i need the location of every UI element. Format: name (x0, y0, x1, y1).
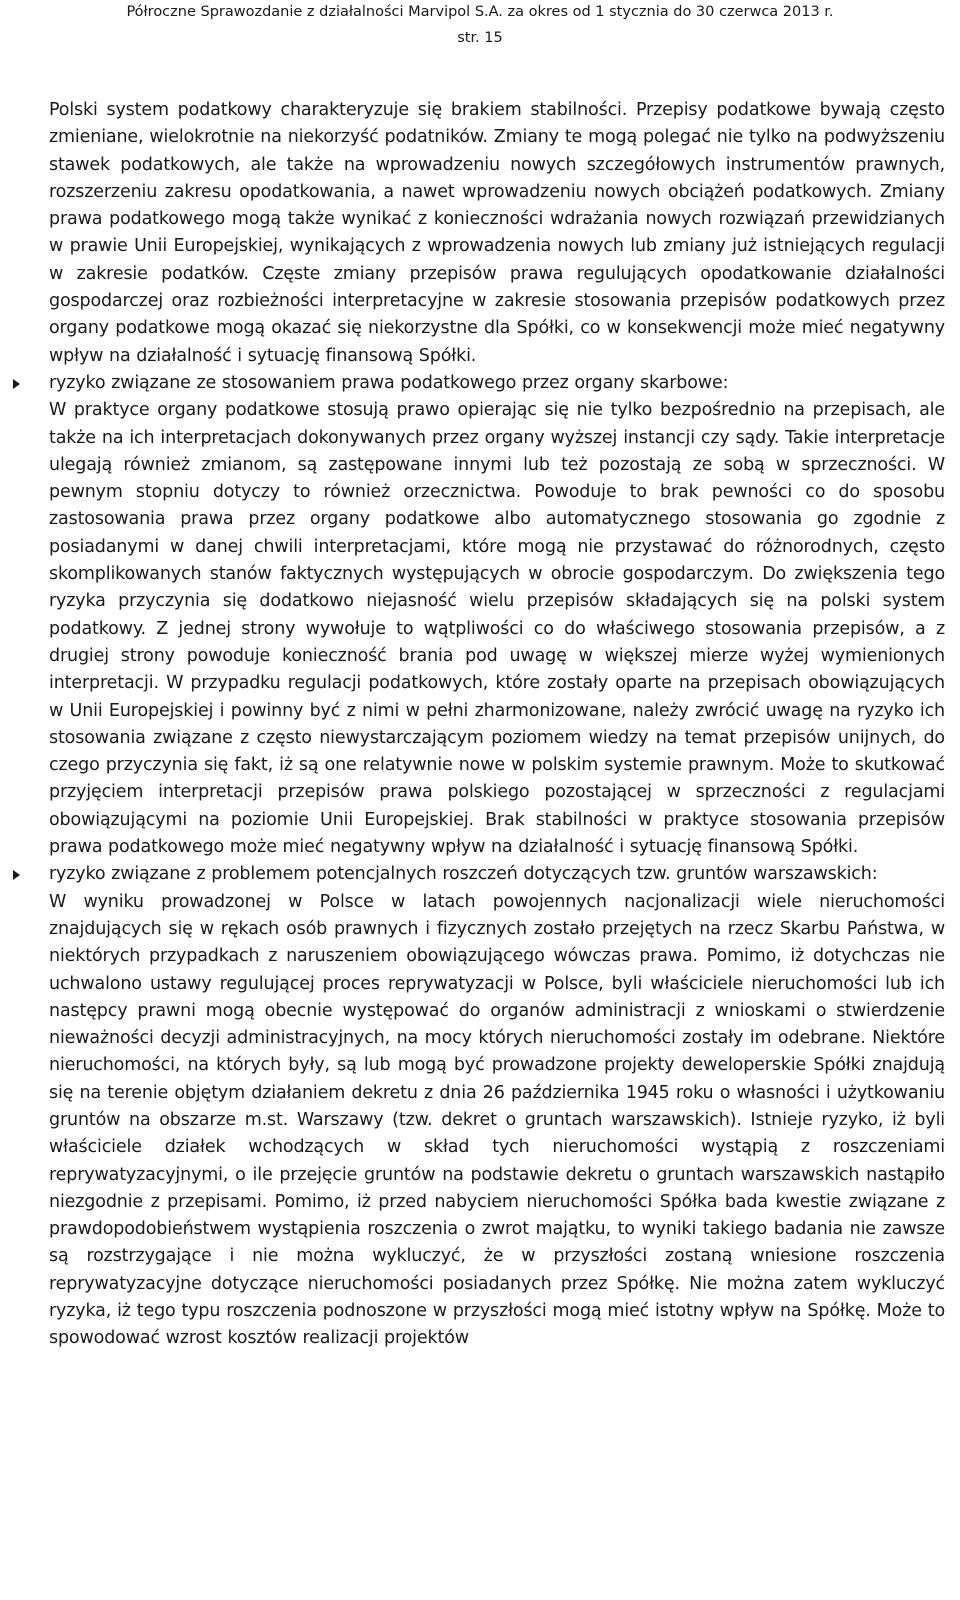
risk-item-tax-authorities (49, 370, 945, 861)
page-body (0, 97, 960, 1353)
risk-item-warsaw-land (49, 861, 945, 1352)
page-number: str. 15 (457, 30, 503, 46)
intro-paragraph: Polski system podatkowy charakteryzuje się brakiem stabilności. Przepisy podatkowe bywają często zmieniane, wielokrotnie na niekorzyść podatników. Zmiany te mogą polegać nie tylko na podwyższeniu stawek podatkowych, ale także na wprowadzeniu nowych szczegółowych instrumentów prawnych, rozszerzeniu zakresu opodatkowania, a nawet wprowadzeniu nowych obciążeń podatkowych. Zmiany prawa podatkowego mogą także wynikać z konieczności wdrażania nowych rozwiązań przewidzianych w prawie Unii Europejskiej, wynikających z wprowadzenia nowych lub zmiany już istniejących regulacji w zakresie podatków. Częste zmiany przepisów prawa regulujących opodatkowanie działalności gospodarczej oraz rozbieżności interpretacyjne w zakresie stosowania przepisów podatkowych przez organy podatkowe mogą okazać się niekorzystne dla Spółki, co w konsekwencji może mieć negatywny wpływ na działalność i sytuację finansową Spółki. (49, 100, 945, 366)
bullet-arrow-icon (13, 379, 20, 389)
risk-text: W wyniku prowadzonej w Polsce w latach powojennych nacjonalizacji wiele nieruchomości znajdujących się w rękach osób prawnych i fizycznych zostało przejętych na rzecz Skarbu Państwa, w niektórych przypadkach z naruszeniem obowiązującego wówczas prawa. Pomimo, iż dotychczas nie uchwalono ustawy regulującej proces reprywatyzacji w Polsce, byli właściciele nieruchomości lub ich następcy prawni mogą obecnie występować do organów administracji z wnioskami o stwierdzenie nieważności decyzji administracyjnych, na mocy których nieruchomości zostały im odebrane. Niektóre nieruchomości, na których były, są lub mogą być prowadzone projekty deweloperskie Spółki znajdują się na terenie objętym działaniem dekretu z dnia 26 października 1945 roku o własności i użytkowaniu gruntów na obszarze m.st. Warszawy (tzw. dekret o gruntach warszawskich). Istnieje ryzyko, iż byli właściciele działek wchodzących w skład tych nieruchomości wystąpią z roszczeniami reprywatyzacyjnymi, o ile przejęcie gruntów na podstawie dekretu o gruntach warszawskich nastąpiło niezgodnie z przepisami. Pomimo, iż przed nabyciem nieruchomości Spółka bada kwestie związane z prawdopodobieństwem wystąpienia roszczenia o zwrot majątku, to wyniki takiego badania nie zawsze są rozstrzygające i nie można wykluczyć, że w przyszłości zostaną wniesione roszczenia reprywatyzacyjne dotyczące nieruchomości posiadanych przez Spółkę. Nie można zatem wykluczyć ryzyka, iż tego typu roszczenia podnoszone w przyszłości mogą mieć istotny wpływ na Spółkę. Może to spowodować wzrost kosztów realizacji projektów (49, 891, 945, 1349)
risk-text: W praktyce organy podatkowe stosują prawo opierając się nie tylko bezpośrednio na przepisach, ale także na ich interpretacjach dokonywanych przez organy wyższej instancji czy sądy. Takie interpretacje ulegają również zmianom, są zastępowane innymi lub też pozostają ze sobą w sprzeczności. W pewnym stopniu dotyczy to również orzecznictwa. Powoduje to brak pewności co do sposobu zastosowania prawa przez organy podatkowe albo automatycznego stosowania go zgodnie z posiadanymi w danej chwili interpretacjami, które mogą nie przystawać do różnorodnych, często skomplikowanych stanów faktycznych występujących w obrocie gospodarczym. Do zwiększenia tego ryzyka przyczynia się dodatkowo niejasność wielu przepisów składających się na polski system podatkowy. Z jednej strony wywołuje to wątpliwości co do właściwego stosowania przepisów, a z drugiej strony powoduje konieczność brania pod uwagę w większej mierze wyżej wymienionych interpretacji. W przypadku regulacji podatkowych, które zostały oparte na przepisach obowiązujących w Unii Europejskiej i powinny być z nimi w pełni zharmonizowane, należy zwrócić uwagę na ryzyko ich stosowania związane z często niewystarczającym poziomem wiedzy na temat przepisów unijnych, do czego przyczynia się fakt, iż są one relatywnie nowe w polskim systemie prawnym. Może to skutkować przyjęciem interpretacji przepisów prawa polskiego pozostającej w sprzeczności z regulacjami obowiązującymi na poziomie Unii Europejskiej. Brak stabilności w praktyce stosowania przepisów prawa podatkowego może mieć negatywny wpływ na działalność i sytuację finansową Spółki. (49, 400, 945, 858)
risk-heading: ryzyko związane z problemem potencjalnych roszczeń dotyczących tzw. gruntów warszawskich: (49, 864, 878, 885)
running-header: Półroczne Sprawozdanie z działalności Marvipol S.A. za okres od 1 stycznia do 30 czerwca 2013 r. (126, 4, 834, 20)
bullet-arrow-icon (13, 870, 20, 880)
risk-heading: ryzyko związane ze stosowaniem prawa podatkowego przez organy skarbowe: (49, 372, 729, 393)
